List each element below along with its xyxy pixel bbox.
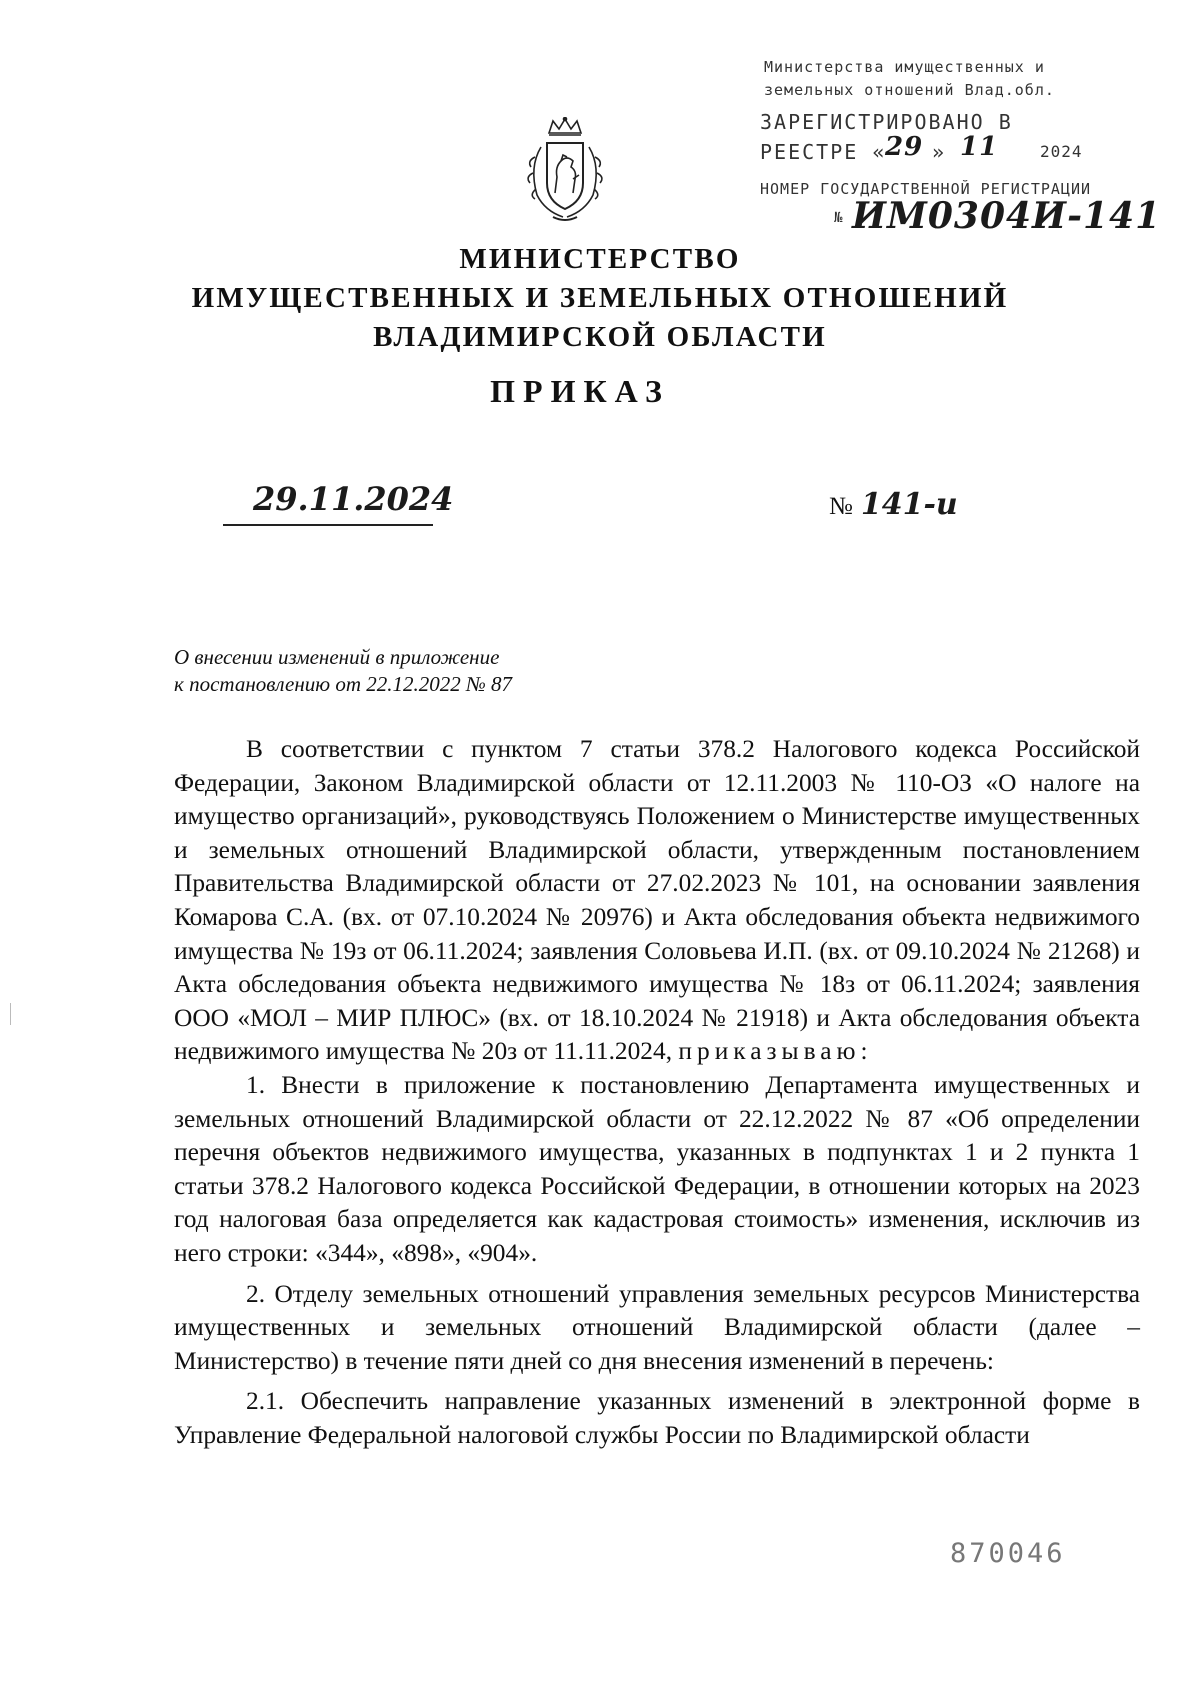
stamp-number-sign: № [834,210,844,226]
ministry-header-line-3: ВЛАДИМИРСКОЙ ОБЛАСТИ [373,321,827,353]
ministry-header-line-2: ИМУЩЕСТВЕННЫХ И ЗЕМЕЛЬНЫХ ОТНОШЕНИЙ [191,282,1009,314]
stamp-line-registry: РЕЕСТРЕ « [760,140,887,164]
stamp-handwritten-reg-number: ИМ0304И-141 [852,195,1162,237]
stamp-line-state-registration: НОМЕР ГОСУДАРСТВЕННОЙ РЕГИСТРАЦИИ [760,180,1092,198]
stamp-quote-close: » [932,140,947,164]
document-type-title: ПРИКАЗ [490,373,670,409]
order-subject [174,644,512,698]
order-number-sign: № [829,493,853,520]
stamp-handwritten-day: 29 [885,132,924,162]
stamp-line-registered: ЗАРЕГИСТРИРОВАНО В [760,110,1013,134]
preamble-text: В соответствии с пунктом 7 статьи 378.2 Налогового кодекса Российской Федерации, Законом Владимирской области от 12.11.2003 № 110-ОЗ «О налоге на имущество организаций», руководствуясь Положением о Министерстве имущественных и земельных отношений Владимирской области, утвержденным постановлением Правительства Владимирской области от 27.02.2023 № 101, на основании заявления Комарова С.А. (вх. от 07.10.2024 № 20976) и Акта обследования объекта недвижимого имущества № 19з от 06.11.2024; заявления Соловьева И.П. (вх. от 09.10.2024 № 21268) и Акта обследования объекта недвижимого имущества № 18з от 06.11.2024; заявления ООО «МОЛ – МИР ПЛЮС» (вх. от 18.10.2024 № 21918) и Акта обследования объекта недвижимого имущества № 20з от 11.11.2024, [174,735,1140,1066]
stamp-handwritten-month: 11 [960,132,999,162]
order-body [174,733,1140,1452]
coat-of-arms-emblem [519,117,611,225]
item-2-1-paragraph: 2.1. Обеспечить направление указанных изменений в электронной форме в Управление Федеральной налоговой службы России по Владимирской области [174,1387,1140,1449]
stamp-line-ministry: Министерства имущественных и [764,58,1045,76]
order-word: приказываю: [678,1037,873,1066]
order-number-handwritten: 141-и [860,487,958,522]
order-number-field [829,487,958,522]
order-date-field [223,480,454,526]
item-2-paragraph: 2. Отделу земельных отношений управления земельных ресурсов Министерства имущественных и земельных отношений Владимирской области (далее – Министерство) в течение пяти дней со дня внесения изменений в перечень: [174,1279,1140,1375]
margin-mark [10,1003,11,1025]
order-subject-line-1: О внесении изменений в приложение [174,645,500,669]
item-1-paragraph: 1. Внести в приложение к постановлению Департамента имущественных и земельных отношений Владимирской области от 22.12.2022 № 87 «Об определении перечня объектов недвижимого имущества, указанных в подпунктах 1 и 2 пункта 1 статьи 378.2 Налогового кодекса Российской Федерации, в отношении которых на 2023 год налоговая база определяется как кадастровая стоимость» изменения, исключив из него строки: «344», «898», «904». [174,1070,1140,1267]
footer-serial-mark: 870046 [950,1538,1066,1569]
order-date-handwritten: 29.11.2024 [253,480,454,518]
preamble-paragraph [174,733,1140,1069]
stamp-line-region: земельных отношений Влад.обл. [764,81,1055,99]
ministry-header-line-1: МИНИСТЕРСТВО [459,243,741,275]
order-subject-line-2: к постановлению от 22.12.2022 № 87 [174,672,513,696]
stamp-year: 2024 [1040,142,1083,161]
ministry-header [0,240,1200,357]
